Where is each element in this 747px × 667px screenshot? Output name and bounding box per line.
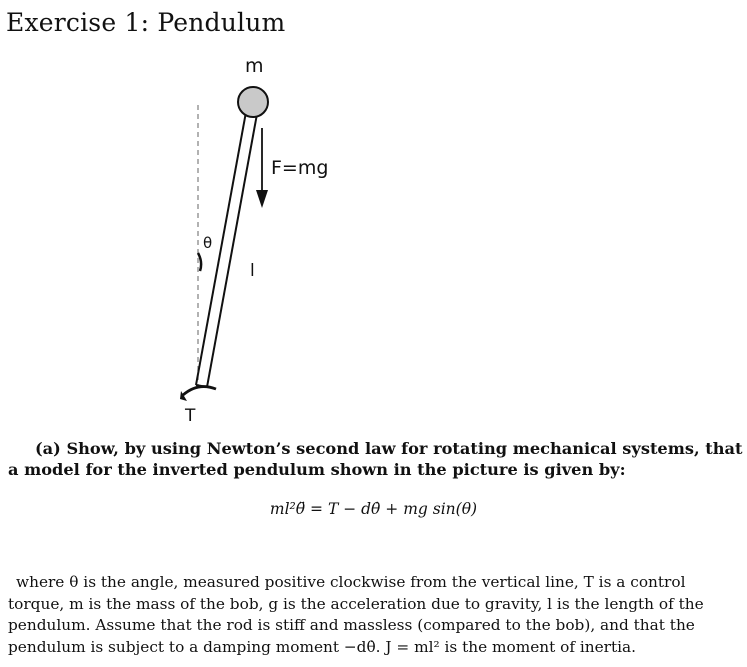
- paragraph-line-3: pendulum. Assume that the rod is stiff and massless (compared to the bob), and that the: [8, 616, 695, 634]
- explanation-paragraph: [8, 572, 713, 658]
- question-line-2: a model for the inverted pendulum shown in the picture is given by:: [8, 460, 626, 479]
- angle-label: θ: [203, 234, 213, 252]
- torque-label: T: [185, 406, 196, 426]
- paragraph-line-2: torque, m is the mass of the bob, g is the acceleration due to gravity, l is the length of the: [8, 594, 704, 613]
- mass-label: m: [245, 55, 264, 77]
- pendulum-equation: ml²θ̈ = T − dθ̇ + mg sin(θ): [269, 500, 478, 518]
- paragraph-line-1: where θ is the angle, measured positive clockwise from the vertical line, T is a control: [16, 573, 686, 591]
- length-label: l: [250, 261, 255, 281]
- torque-arc: [180, 387, 216, 401]
- paragraph-line-4: pendulum is subject to a damping moment −dθ̇. J = ml² is the moment of inertia.: [8, 637, 636, 656]
- force-label: F=mg: [271, 157, 329, 179]
- exercise-title: Exercise 1: Pendulum: [6, 8, 286, 37]
- question-a: [8, 438, 743, 480]
- force-arrow: [256, 128, 268, 208]
- pendulum-bob: [238, 87, 268, 117]
- question-line-1: (a) Show, by using Newton’s second law for rotating mechanical systems, that: [35, 439, 743, 458]
